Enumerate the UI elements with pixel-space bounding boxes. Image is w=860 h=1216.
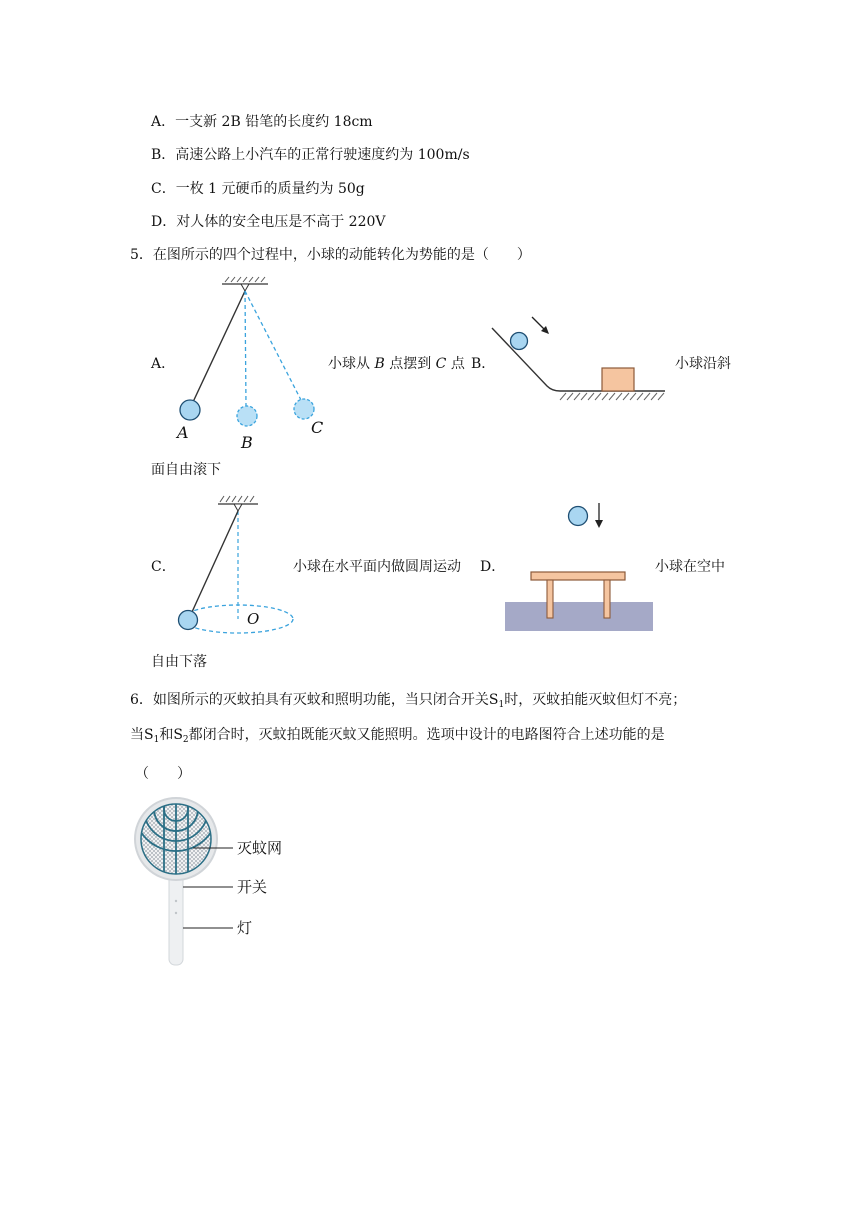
ball-c bbox=[294, 399, 314, 419]
label-net: 灭蚊网 bbox=[237, 839, 283, 857]
q5-option-c-text: 小球在水平面内做圆周运动 bbox=[293, 559, 461, 575]
q5-option-a-var-b: B bbox=[374, 356, 385, 372]
q5-option-a-text-1: 小球从 bbox=[328, 356, 375, 372]
incline-figure bbox=[492, 313, 672, 413]
label-c: C bbox=[311, 418, 324, 437]
label-a: A bbox=[177, 423, 189, 442]
table-leg-right bbox=[604, 580, 610, 618]
switch-symbol: S bbox=[144, 727, 154, 743]
label-lamp: 灯 bbox=[237, 919, 253, 937]
handle bbox=[169, 873, 183, 965]
q6-line1-pre: 6．如图所示的灭蚊拍具有灭蚊和照明功能，当只闭合开关 bbox=[130, 692, 489, 708]
q4-option-a: A．一支新 2B 铅笔的长度约 18cm bbox=[151, 114, 373, 130]
q5-option-b-letter: B． bbox=[471, 356, 496, 372]
q5-option-a-var-c: C bbox=[435, 356, 447, 372]
switch-symbol: S bbox=[488, 692, 499, 708]
table-top bbox=[531, 572, 625, 580]
q6-line1-post: 时，灭蚊拍能灭蚊但灯不亮； bbox=[504, 692, 687, 708]
q5-option-a-text bbox=[328, 354, 465, 374]
q4-option-d: D．对人体的安全电压是不高于 220V bbox=[151, 214, 386, 230]
switch-symbol: S bbox=[173, 727, 183, 743]
switch-subscript: 1 bbox=[498, 700, 505, 710]
q5-option-c-letter: C． bbox=[151, 559, 176, 575]
ball-b bbox=[237, 406, 257, 426]
q5-stem: 5．在图所示的四个过程中，小球的动能转化为势能的是（ ） bbox=[130, 247, 531, 263]
table-leg-left bbox=[547, 580, 553, 618]
q6-answer-blank: （ ） bbox=[135, 766, 191, 782]
block bbox=[602, 368, 634, 391]
q6-line2-mid: 和 bbox=[159, 727, 174, 743]
q6-line2-post: 都闭合时，灭蚊拍既能灭蚊又能照明。选项中设计的电路图符合上述功能的是 bbox=[188, 727, 665, 743]
q6-line2-pre: 当 bbox=[130, 727, 144, 743]
label-switch: 开关 bbox=[237, 878, 268, 896]
q5-option-a-text-2: 点摆到 bbox=[384, 356, 436, 372]
q6-line-2 bbox=[130, 725, 665, 750]
q4-option-b: B．高速公路上小汽车的正常行驶速度约为 100m/s bbox=[151, 147, 470, 163]
conical-pendulum-figure bbox=[170, 490, 300, 635]
label-o: O bbox=[247, 610, 260, 628]
ball-a bbox=[180, 400, 200, 420]
q5-option-a-letter: A． bbox=[151, 356, 176, 372]
q4-option-c: C．一枚 1 元硬币的质量约为 50g bbox=[151, 181, 365, 197]
q5-option-b-text-2: 面自由滚下 bbox=[151, 462, 221, 478]
ball bbox=[179, 611, 198, 630]
label-b: B bbox=[241, 433, 253, 452]
ball bbox=[511, 333, 528, 350]
switch-subscript: 1 bbox=[153, 735, 160, 745]
ground bbox=[505, 602, 653, 631]
mosquito-swatter-figure bbox=[130, 795, 290, 970]
q5-option-a-text-3: 点 bbox=[446, 356, 465, 372]
q6-line-1 bbox=[130, 690, 686, 715]
ball bbox=[569, 507, 588, 526]
q5-option-d-letter: D． bbox=[480, 559, 506, 575]
switch-subscript: 2 bbox=[182, 735, 189, 745]
q5-option-d-text-1: 小球在空中 bbox=[655, 559, 725, 575]
pendulum-figure bbox=[170, 272, 340, 456]
q5-option-d-text-2: 自由下落 bbox=[151, 654, 207, 670]
q5-option-b-text-1: 小球沿斜 bbox=[675, 356, 731, 372]
falling-ball-figure bbox=[505, 500, 655, 632]
